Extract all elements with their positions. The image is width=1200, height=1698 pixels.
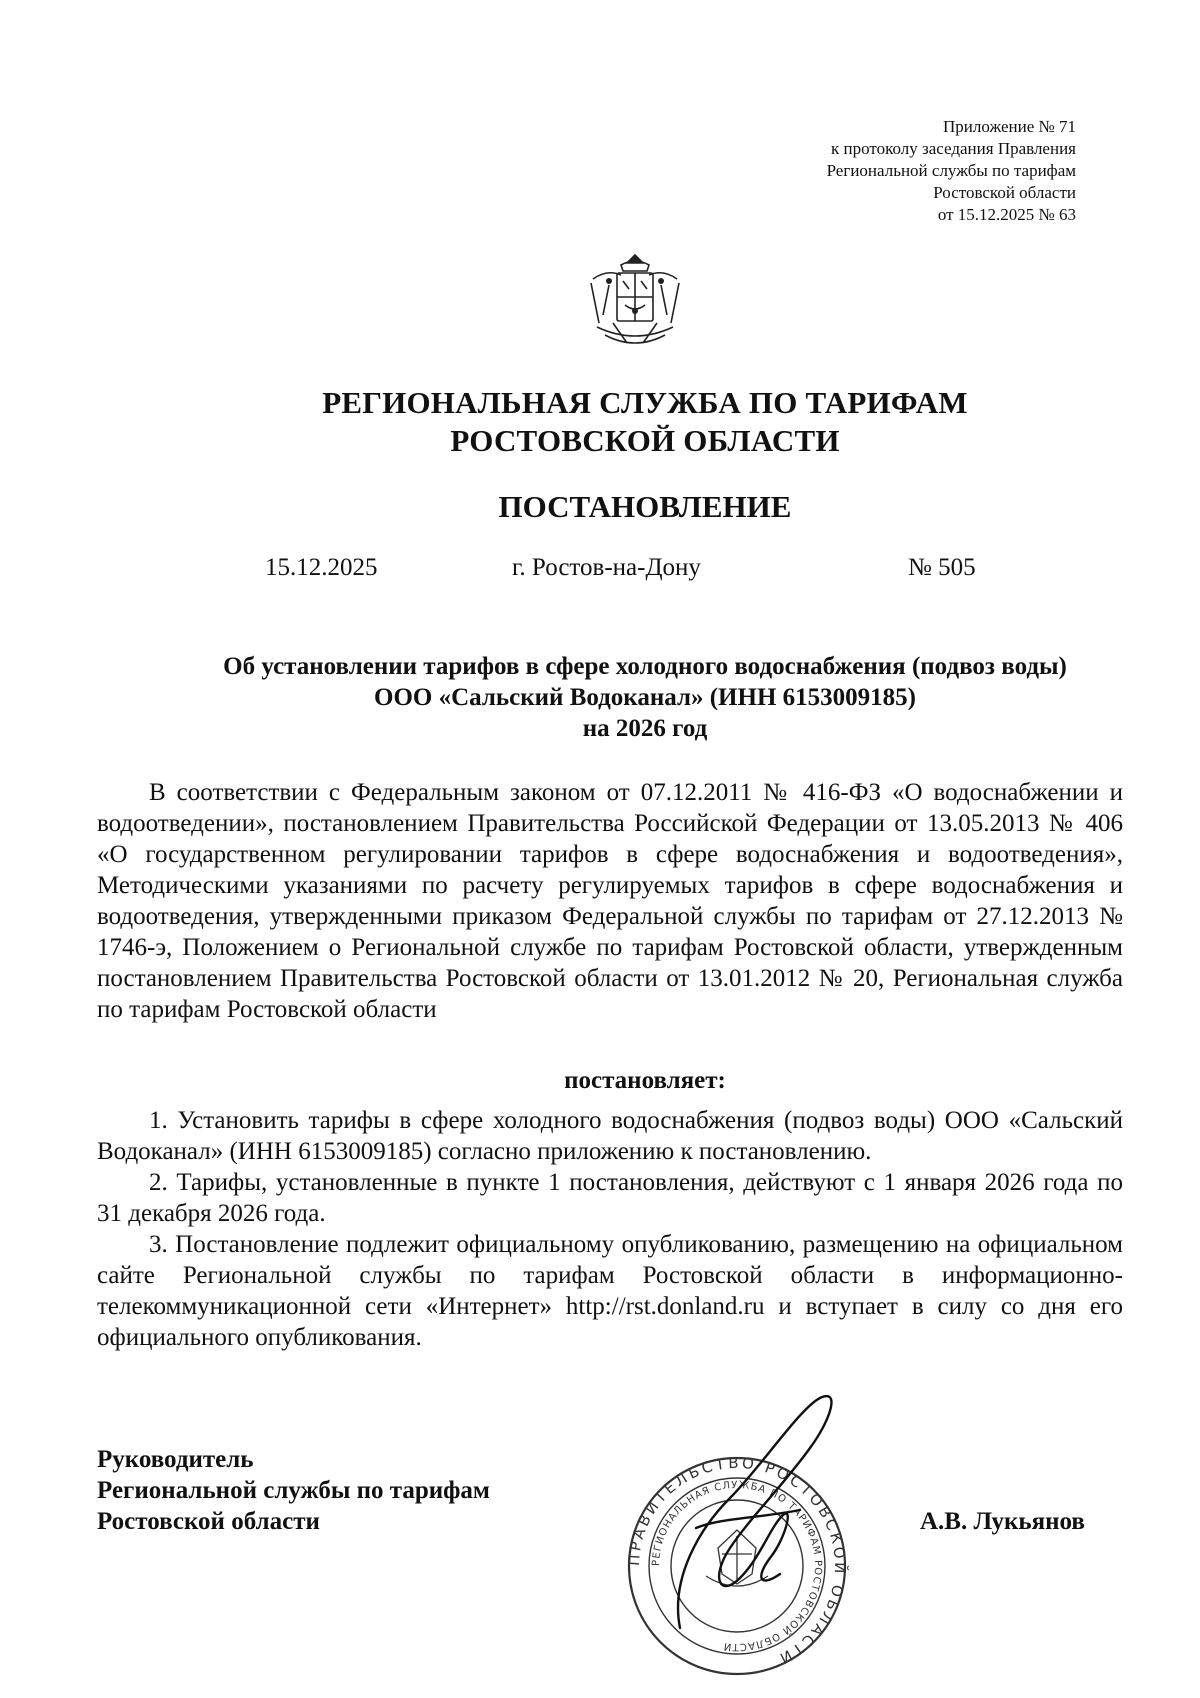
signer-name: А.В. Лукьянов: [920, 1508, 1085, 1535]
organization-title-line: РОСТОВСКОЙ ОБЛАСТИ: [450, 423, 840, 458]
signer-title-line: Ростовской области: [97, 1508, 320, 1535]
document-subject: [0, 651, 1200, 744]
resolution-items: [97, 1105, 1123, 1353]
signer-title: [97, 1444, 490, 1537]
document-date: 15.12.2025: [265, 554, 378, 581]
appendix-block: [827, 116, 1076, 226]
document-type: ПОСТАНОВЛЕНИЕ: [498, 489, 792, 524]
subject-line: Об установлении тарифов в сфере холодного водоснабжения (подвоз воды): [223, 653, 1067, 680]
seal-outer-text: ПРАВИТЕЛЬСТВО РОСТОВСКОЙ ОБЛАСТИ: [624, 1453, 850, 1669]
document-number: № 505: [908, 554, 976, 581]
resolution-item: 3. Постановление подлежит официальному опубликованию, размещению на официальном сайте Региональной службы по тарифам Ростовской области в информационно-телекоммуникационной сети «Интернет» http://rst.donland.ru и вступает в силу со дня его официального опубликования.: [97, 1231, 1123, 1351]
decides-heading: постановляет:: [564, 1067, 726, 1094]
preamble-block: [97, 777, 1123, 1025]
resolution-item: 1. Установить тарифы в сфере холодного водоснабжения (подвоз воды) ООО «Сальский Водоканал» (ИНН 6153009185) согласно приложению к постановлению.: [97, 1107, 1123, 1165]
signer-title-line: Региональной службы по тарифам: [97, 1477, 490, 1504]
subject-line: ООО «Сальский Водоканал» (ИНН 6153009185): [374, 684, 916, 711]
official-round-seal-with-signature-icon: [610, 1378, 865, 1693]
appendix-line: Ростовской области: [933, 183, 1076, 202]
preamble-paragraph: В соответствии с Федеральным законом от 07.12.2011 № 416-ФЗ «О водоснабжении и водоотведении», постановлением Правительства Российской Федерации от 13.05.2013 № 406 «О государственном регулировании тарифов в сфере водоснабжения и водоотведения», Методическими указаниями по расчету регулируемых тарифов в сфере водоснабжения и водоотведения, утвержденными приказом Федеральной службы по тарифам от 27.12.2013 № 1746-э, Положением о Региональной службе по тарифам Ростовской области, утвержденным постановлением Правительства Ростовской области от 13.01.2012 № 20, Региональная служба по тарифам Ростовской области: [97, 779, 1123, 1023]
appendix-line: от 15.12.2025 № 63: [937, 205, 1076, 224]
organization-title-line: РЕГИОНАЛЬНАЯ СЛУЖБА ПО ТАРИФАМ: [322, 385, 968, 420]
appendix-line: Приложение № 71: [943, 117, 1076, 136]
resolution-item: 2. Тарифы, установленные в пункте 1 постановления, действуют с 1 января 2026 года по 31 декабря 2026 года.: [97, 1169, 1123, 1227]
rostov-oblast-coat-of-arms-icon: [587, 253, 683, 355]
signer-title-line: Руководитель: [97, 1446, 254, 1473]
appendix-line: Региональной службы по тарифам: [826, 161, 1076, 180]
organization-title: [0, 384, 1200, 460]
seal-inner-text: РЕГИОНАЛЬНАЯ СЛУЖБА ПО ТАРИФАМ РОСТОВСКОЙ ОБЛАСТИ: [650, 1479, 824, 1653]
document-place: г. Ростов-на-Дону: [512, 554, 701, 581]
subject-line: на 2026 год: [582, 715, 708, 742]
appendix-line: к протоколу заседания Правления: [831, 139, 1076, 158]
